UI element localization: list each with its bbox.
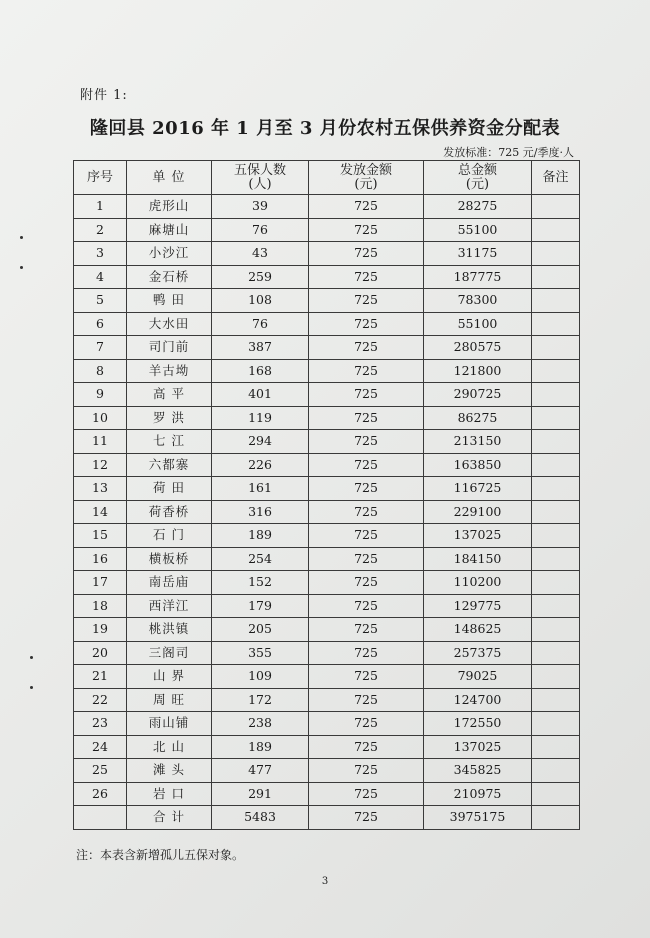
cell-seq	[74, 806, 127, 830]
cell-total: 79025	[424, 665, 532, 689]
table-row	[74, 336, 580, 360]
cell-persons: 168	[212, 359, 309, 383]
footnote: 注：本表含新增孤儿五保对象。	[76, 848, 245, 862]
cell-persons: 477	[212, 759, 309, 783]
cell-amount: 725	[309, 618, 424, 642]
cell-remarks	[532, 759, 580, 783]
cell-persons: 39	[212, 195, 309, 219]
cell-total: 257375	[424, 641, 532, 665]
cell-remarks	[532, 500, 580, 524]
table-row	[74, 453, 580, 477]
cell-total: 3975175	[424, 806, 532, 830]
cell-seq: 26	[74, 782, 127, 806]
cell-unit: 六都寨	[127, 453, 212, 477]
cell-total: 163850	[424, 453, 532, 477]
table-row	[74, 782, 580, 806]
cell-remarks	[532, 406, 580, 430]
cell-remarks	[532, 547, 580, 571]
cell-unit: 合 计	[127, 806, 212, 830]
cell-persons: 291	[212, 782, 309, 806]
cell-persons: 401	[212, 383, 309, 407]
cell-amount: 725	[309, 453, 424, 477]
cell-unit: 麻塘山	[127, 218, 212, 242]
cell-amount: 725	[309, 500, 424, 524]
cell-seq: 17	[74, 571, 127, 595]
cell-amount: 725	[309, 712, 424, 736]
cell-unit: 北 山	[127, 735, 212, 759]
cell-seq: 24	[74, 735, 127, 759]
cell-total: 78300	[424, 289, 532, 313]
table-row	[74, 688, 580, 712]
table-row	[74, 359, 580, 383]
cell-seq: 5	[74, 289, 127, 313]
cell-persons: 76	[212, 218, 309, 242]
cell-seq: 4	[74, 265, 127, 289]
cell-unit: 小沙江	[127, 242, 212, 266]
cell-remarks	[532, 688, 580, 712]
cell-amount: 725	[309, 289, 424, 313]
cell-unit: 羊古坳	[127, 359, 212, 383]
cell-unit: 山 界	[127, 665, 212, 689]
cell-remarks	[532, 782, 580, 806]
cell-persons: 76	[212, 312, 309, 336]
cell-persons: 109	[212, 665, 309, 689]
cell-total: 55100	[424, 312, 532, 336]
cell-total: 172550	[424, 712, 532, 736]
cell-total: 213150	[424, 430, 532, 454]
header-persons	[212, 161, 309, 195]
allocation-table	[73, 160, 580, 830]
table-row	[74, 242, 580, 266]
cell-unit: 雨山铺	[127, 712, 212, 736]
table-row	[74, 571, 580, 595]
cell-persons: 189	[212, 735, 309, 759]
cell-unit: 高 平	[127, 383, 212, 407]
header-unit: 单 位	[127, 161, 212, 195]
cell-seq: 6	[74, 312, 127, 336]
cell-remarks	[532, 477, 580, 501]
cell-remarks	[532, 453, 580, 477]
header-amount-line1: 发放金额	[339, 162, 392, 178]
cell-remarks	[532, 289, 580, 313]
cell-total: 137025	[424, 524, 532, 548]
header-total-line2: (元)	[465, 176, 490, 192]
scan-speck	[20, 266, 23, 269]
cell-seq: 11	[74, 430, 127, 454]
cell-persons: 43	[212, 242, 309, 266]
cell-remarks	[532, 641, 580, 665]
cell-seq: 21	[74, 665, 127, 689]
cell-amount: 725	[309, 242, 424, 266]
header-persons-line2: (人)	[248, 176, 272, 192]
scan-speck	[30, 656, 33, 659]
cell-total: 110200	[424, 571, 532, 595]
cell-persons: 172	[212, 688, 309, 712]
cell-unit: 荷 田	[127, 477, 212, 501]
table-row	[74, 406, 580, 430]
cell-total: 116725	[424, 477, 532, 501]
cell-remarks	[532, 218, 580, 242]
cell-total: 28275	[424, 195, 532, 219]
cell-remarks	[532, 430, 580, 454]
cell-amount: 725	[309, 665, 424, 689]
table-row	[74, 759, 580, 783]
cell-seq: 23	[74, 712, 127, 736]
cell-remarks	[532, 712, 580, 736]
cell-seq: 19	[74, 618, 127, 642]
cell-total: 229100	[424, 500, 532, 524]
cell-amount: 725	[309, 782, 424, 806]
cell-total: 345825	[424, 759, 532, 783]
cell-amount: 725	[309, 336, 424, 360]
cell-unit: 七 江	[127, 430, 212, 454]
cell-unit: 大水田	[127, 312, 212, 336]
cell-remarks	[532, 336, 580, 360]
table-row	[74, 477, 580, 501]
cell-amount: 725	[309, 406, 424, 430]
cell-total: 290725	[424, 383, 532, 407]
table-row	[74, 195, 580, 219]
header-amount-line2: (元)	[354, 176, 378, 192]
cell-total: 86275	[424, 406, 532, 430]
table-row	[74, 524, 580, 548]
cell-total: 129775	[424, 594, 532, 618]
cell-seq: 7	[74, 336, 127, 360]
page-title: 隆回县 2016 年 1 月至 3 月份农村五保供养资金分配表	[89, 118, 561, 139]
header-total	[424, 161, 532, 195]
table-row	[74, 312, 580, 336]
cell-unit: 横板桥	[127, 547, 212, 571]
table-row	[74, 594, 580, 618]
table-row	[74, 547, 580, 571]
cell-amount: 725	[309, 359, 424, 383]
cell-remarks	[532, 195, 580, 219]
cell-amount: 725	[309, 312, 424, 336]
header-total-line1: 总金额	[457, 162, 497, 178]
header-seq: 序号	[74, 161, 127, 195]
table-total-row	[74, 806, 580, 830]
cell-unit: 三阁司	[127, 641, 212, 665]
cell-persons: 294	[212, 430, 309, 454]
cell-persons: 205	[212, 618, 309, 642]
cell-amount: 725	[309, 688, 424, 712]
cell-unit: 金石桥	[127, 265, 212, 289]
cell-remarks	[532, 312, 580, 336]
cell-unit: 岩 口	[127, 782, 212, 806]
cell-persons: 5483	[212, 806, 309, 830]
cell-remarks	[532, 618, 580, 642]
cell-seq: 22	[74, 688, 127, 712]
cell-persons: 161	[212, 477, 309, 501]
table-row	[74, 500, 580, 524]
cell-amount: 725	[309, 571, 424, 595]
cell-unit: 荷香桥	[127, 500, 212, 524]
cell-seq: 25	[74, 759, 127, 783]
cell-persons: 387	[212, 336, 309, 360]
cell-persons: 254	[212, 547, 309, 571]
cell-persons: 316	[212, 500, 309, 524]
cell-unit: 滩 头	[127, 759, 212, 783]
cell-remarks	[532, 735, 580, 759]
table-row	[74, 265, 580, 289]
cell-total: 280575	[424, 336, 532, 360]
cell-amount: 725	[309, 265, 424, 289]
cell-unit: 周 旺	[127, 688, 212, 712]
header-persons-line1: 五保人数	[233, 162, 286, 178]
table-row	[74, 218, 580, 242]
cell-amount: 725	[309, 759, 424, 783]
cell-unit: 石 门	[127, 524, 212, 548]
header-amount	[309, 161, 424, 195]
cell-remarks	[532, 242, 580, 266]
cell-remarks	[532, 594, 580, 618]
cell-persons: 108	[212, 289, 309, 313]
cell-amount: 725	[309, 524, 424, 548]
cell-unit: 西洋江	[127, 594, 212, 618]
cell-total: 148625	[424, 618, 532, 642]
cell-amount: 725	[309, 195, 424, 219]
cell-total: 124700	[424, 688, 532, 712]
cell-total: 184150	[424, 547, 532, 571]
cell-amount: 725	[309, 806, 424, 830]
scan-speck	[30, 686, 33, 689]
cell-amount: 725	[309, 641, 424, 665]
scan-speck	[20, 236, 23, 239]
payment-standard-note: 发放标准：725 元/季度·人	[443, 146, 574, 159]
cell-amount: 725	[309, 594, 424, 618]
table-row	[74, 618, 580, 642]
cell-persons: 179	[212, 594, 309, 618]
cell-remarks	[532, 383, 580, 407]
cell-amount: 725	[309, 477, 424, 501]
cell-unit: 桃洪镇	[127, 618, 212, 642]
cell-unit: 鸭 田	[127, 289, 212, 313]
cell-seq: 3	[74, 242, 127, 266]
cell-amount: 725	[309, 547, 424, 571]
cell-amount: 725	[309, 383, 424, 407]
cell-seq: 20	[74, 641, 127, 665]
table-row	[74, 735, 580, 759]
cell-total: 210975	[424, 782, 532, 806]
table-row	[74, 712, 580, 736]
cell-seq: 8	[74, 359, 127, 383]
cell-persons: 238	[212, 712, 309, 736]
cell-total: 121800	[424, 359, 532, 383]
cell-seq: 9	[74, 383, 127, 407]
cell-remarks	[532, 571, 580, 595]
cell-remarks	[532, 806, 580, 830]
cell-unit: 罗 洪	[127, 406, 212, 430]
table-body	[74, 195, 580, 830]
cell-remarks	[532, 265, 580, 289]
cell-remarks	[532, 359, 580, 383]
cell-amount: 725	[309, 218, 424, 242]
table-row	[74, 430, 580, 454]
cell-seq: 15	[74, 524, 127, 548]
cell-seq: 16	[74, 547, 127, 571]
attachment-label: 附件 1:	[80, 88, 128, 103]
cell-persons: 355	[212, 641, 309, 665]
cell-unit: 虎形山	[127, 195, 212, 219]
table-row	[74, 665, 580, 689]
table-row	[74, 289, 580, 313]
cell-seq: 14	[74, 500, 127, 524]
cell-persons: 226	[212, 453, 309, 477]
cell-remarks	[532, 665, 580, 689]
cell-total: 55100	[424, 218, 532, 242]
cell-remarks	[532, 524, 580, 548]
cell-seq: 1	[74, 195, 127, 219]
cell-seq: 13	[74, 477, 127, 501]
cell-seq: 10	[74, 406, 127, 430]
cell-persons: 119	[212, 406, 309, 430]
cell-seq: 2	[74, 218, 127, 242]
cell-persons: 152	[212, 571, 309, 595]
table-row	[74, 641, 580, 665]
cell-persons: 259	[212, 265, 309, 289]
cell-unit: 司门前	[127, 336, 212, 360]
page-number: 3	[321, 876, 329, 887]
table-row	[74, 383, 580, 407]
cell-total: 137025	[424, 735, 532, 759]
header-remarks: 备注	[532, 161, 580, 195]
cell-persons: 189	[212, 524, 309, 548]
cell-unit: 南岳庙	[127, 571, 212, 595]
cell-total: 187775	[424, 265, 532, 289]
cell-seq: 12	[74, 453, 127, 477]
cell-amount: 725	[309, 735, 424, 759]
cell-seq: 18	[74, 594, 127, 618]
table-header-row	[74, 161, 580, 195]
cell-amount: 725	[309, 430, 424, 454]
cell-total: 31175	[424, 242, 532, 266]
